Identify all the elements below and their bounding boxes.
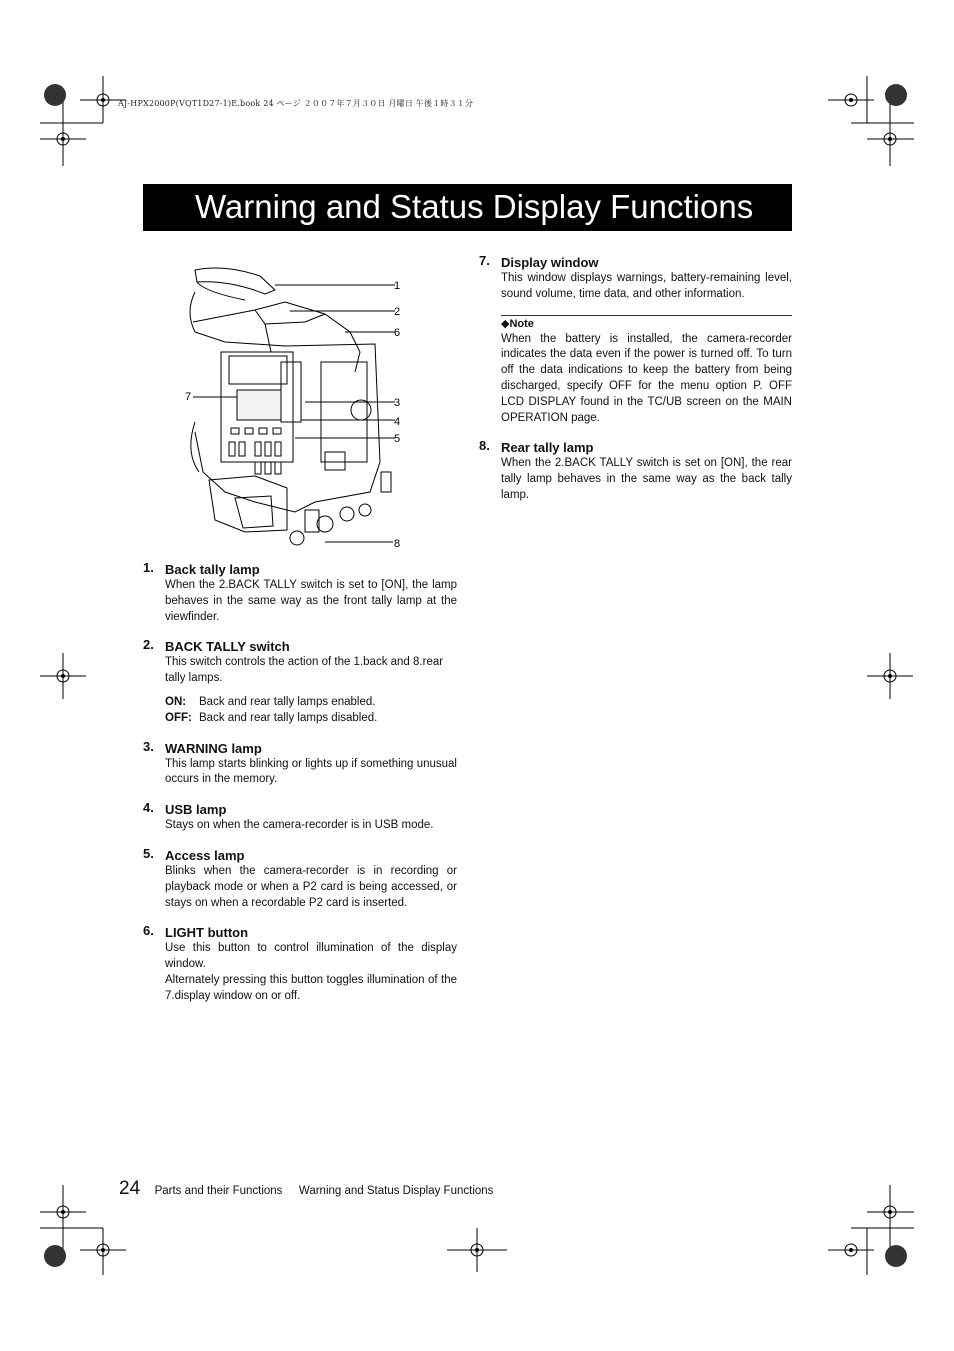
page-footer bbox=[119, 1178, 505, 1200]
item-title: USB lamp bbox=[165, 802, 227, 818]
item-body: Blinks when the camera-recorder is in recording or playback mode or when a P2 card is being accessed, or stays on when a recordable P2 card is inserted. bbox=[165, 864, 457, 909]
item-body: This window displays warnings, battery-remaining level, sound volume, time data, and other information. bbox=[501, 272, 792, 300]
item-number: 6. bbox=[143, 923, 154, 939]
item-back-tally-lamp bbox=[143, 562, 457, 625]
item-display-window bbox=[479, 255, 792, 303]
footer-subsection: Warning and Status Display Functions bbox=[298, 1185, 494, 1197]
option-off bbox=[165, 711, 457, 727]
item-warning-lamp bbox=[143, 738, 457, 789]
note-body: When the battery is installed, the camera-recorder indicates the data even if the power is turned off. To turn off the data indications to keep the battery from being discharged, specify OFF for the menu option P. OFF LCD DISPLAY found in the TC/UB screen on the MAIN OPERATION page. bbox=[501, 332, 792, 424]
option-key: ON: bbox=[165, 695, 187, 708]
item-number: 3. bbox=[143, 738, 154, 754]
switch-options bbox=[165, 695, 457, 727]
item-body: Stays on when the camera-recorder is in USB mode. bbox=[165, 819, 434, 832]
footer-section: Parts and their Functions bbox=[154, 1185, 283, 1197]
option-key: OFF: bbox=[165, 711, 192, 724]
print-header: AJ-HPX2000P(VQT1D27-1)E.book 24 ページ ２００７年７月３０日 月曜日 午後１時３１分 bbox=[118, 99, 474, 108]
option-value: Back and rear tally lamps disabled. bbox=[199, 711, 378, 724]
left-column bbox=[143, 560, 457, 1019]
note-heading: ◆Note bbox=[501, 317, 534, 330]
camera-illustration bbox=[185, 262, 415, 554]
option-value: Back and rear tally lamps enabled. bbox=[199, 695, 376, 708]
item-body: This lamp starts blinking or lights up if something unusual occurs in the memory. bbox=[165, 757, 457, 786]
item-number: 5. bbox=[143, 845, 154, 861]
item-body: When the 2.BACK TALLY switch is set to [ON], the lamp behaves in the same way as the front tally lamp at the viewfinder. bbox=[165, 579, 457, 623]
item-light-button bbox=[143, 925, 457, 1004]
callout-1: 1 bbox=[394, 280, 401, 292]
item-title: WARNING lamp bbox=[165, 740, 262, 756]
item-title: Rear tally lamp bbox=[501, 440, 594, 456]
item-title: Back tally lamp bbox=[165, 562, 260, 577]
page-number: 24 bbox=[119, 1178, 141, 1199]
item-title: Display window bbox=[501, 255, 599, 270]
item-title: BACK TALLY switch bbox=[165, 639, 290, 655]
item-number: 2. bbox=[143, 637, 154, 653]
page-title: Warning and Status Display Functions bbox=[195, 188, 754, 225]
item-body: Use this button to control illumination of the display window. Alternately pressing this button toggles illumination of the 7.display window on or off. bbox=[165, 942, 457, 1002]
callout-6: 6 bbox=[394, 327, 401, 339]
item-access-lamp bbox=[143, 845, 457, 911]
item-number: 8. bbox=[479, 438, 490, 454]
callout-8: 8 bbox=[394, 538, 401, 550]
item-title: LIGHT button bbox=[165, 925, 249, 941]
item-usb-lamp bbox=[143, 802, 457, 834]
item-body: When the 2.BACK TALLY switch is set on [ON], the rear tally lamp behaves in the same way as the back tally lamp. bbox=[501, 457, 792, 501]
item-number: 1. bbox=[143, 560, 154, 575]
item-number: 7. bbox=[479, 253, 490, 268]
item-rear-tally-lamp bbox=[479, 440, 792, 503]
callout-4: 4 bbox=[394, 416, 401, 428]
callout-3: 3 bbox=[394, 397, 401, 409]
item-body: This switch controls the action of the 1.back and 8.rear tally lamps. bbox=[165, 656, 444, 685]
callout-2: 2 bbox=[394, 306, 401, 318]
callout-5: 5 bbox=[394, 433, 401, 445]
right-column bbox=[479, 253, 792, 518]
callout-7: 7 bbox=[185, 391, 192, 403]
item-number: 4. bbox=[143, 800, 154, 816]
title-banner bbox=[143, 184, 792, 231]
option-on bbox=[165, 695, 457, 711]
item-back-tally-switch bbox=[143, 639, 457, 726]
note-box bbox=[501, 315, 792, 427]
item-title: Access lamp bbox=[165, 847, 245, 863]
